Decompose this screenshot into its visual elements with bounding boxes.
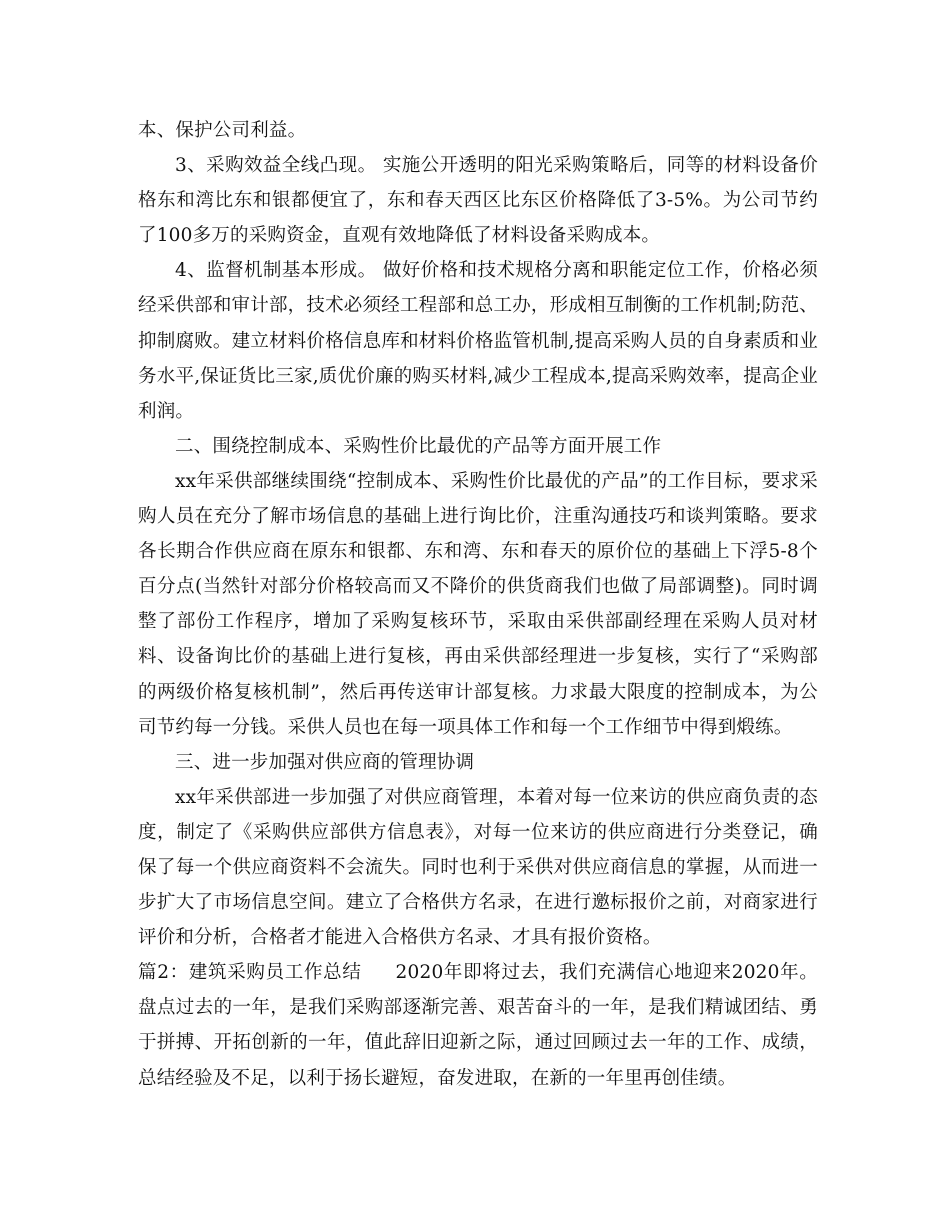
section-heading-supplier-management: 三、进一步加强对供应商的管理协调 [175, 751, 475, 773]
paragraph-article-2 [138, 955, 818, 1095]
paragraph-procurement-benefit: 3、采购效益全线凸现。 实施公开透明的阳光采购策略后，同等的材料设备价格东和湾比东和银都便宜了，东和春天西区比东区价格降低了3-5%。为公司节约了100多万的采购资金，直观有效地降低了材料设备采购成本。 [138, 155, 818, 247]
article-2-text: 2020年即将过去，我们充满信心地迎来2020年。盘点过去的一年，是我们采购部逐渐完善、艰苦奋斗的一年，是我们精诚团结、勇于拼搏、开拓创新的一年，值此辞旧迎新之际，通过回顾过去一年的工作、成绩，总结经验及不足，以利于扬长避短，奋发进取，在新的一年里再创佳绩。 [138, 962, 819, 1089]
article-2-heading: 篇2：建筑采购员工作总结 [138, 962, 362, 984]
section-heading-cost-control: 二、围绕控制成本、采购性价比最优的产品等方面开展工作 [175, 435, 662, 457]
paragraph-supplier-management: xx年采供部进一步加强了对供应商管理，本着对每一位来访的供应商负责的态度，制定了《采购供应部供方信息表》，对每一位来访的供应商进行分类登记，确保了每一个供应商资料不会流失。同时也利于采供对供应商信息的掌握，从而进一步扩大了市场信息空间。建立了合格供方名录，在进行邀标报价之前，对商家进行评价和分析，合格者才能进入合格供方名录、才具有报价资格。 [138, 786, 818, 949]
paragraph-continuation: 本、保护公司利益。 [138, 120, 307, 141]
document-body [138, 113, 818, 1096]
paragraph-cost-control: xx年采供部继续围绕“控制成本、采购性价比最优的产品”的工作目标，要求采购人员在充分了解市场信息的基础上进行询比价，注重沟通技巧和谈判策略。要求各长期合作供应商在原东和银都、东和湾、东和春天的原价位的基础上下浮5-8个百分点(当然针对部分价格较高而又不降价的供货商我们也做了局部调整)。同时调整了部份工作程序，增加了采购复核环节，采取由采供部副经理在采购人员对材料、设备询比价的基础上进行复核，再由采供部经理进一步复核，实行了“采购部的两级价格复核机制”，然后再传送审计部复核。力求最大限度的控制成本，为公司节约每一分钱。采供人员也在每一项具体工作和每一个工作细节中得到煅练。 [138, 470, 818, 738]
paragraph-supervision-mechanism: 4、监督机制基本形成。 做好价格和技术规格分离和职能定位工作，价格必须经采供部和审计部，技术必须经工程部和总工办，形成相互制衡的工作机制;防范、抑制腐败。建立材料价格信息库和材料价格监管机制,提高采购人员的自身素质和业务水平,保证货比三家,质优价廉的购买材料,减少工程成本,提高采购效率，提高企业利润。 [138, 260, 818, 422]
